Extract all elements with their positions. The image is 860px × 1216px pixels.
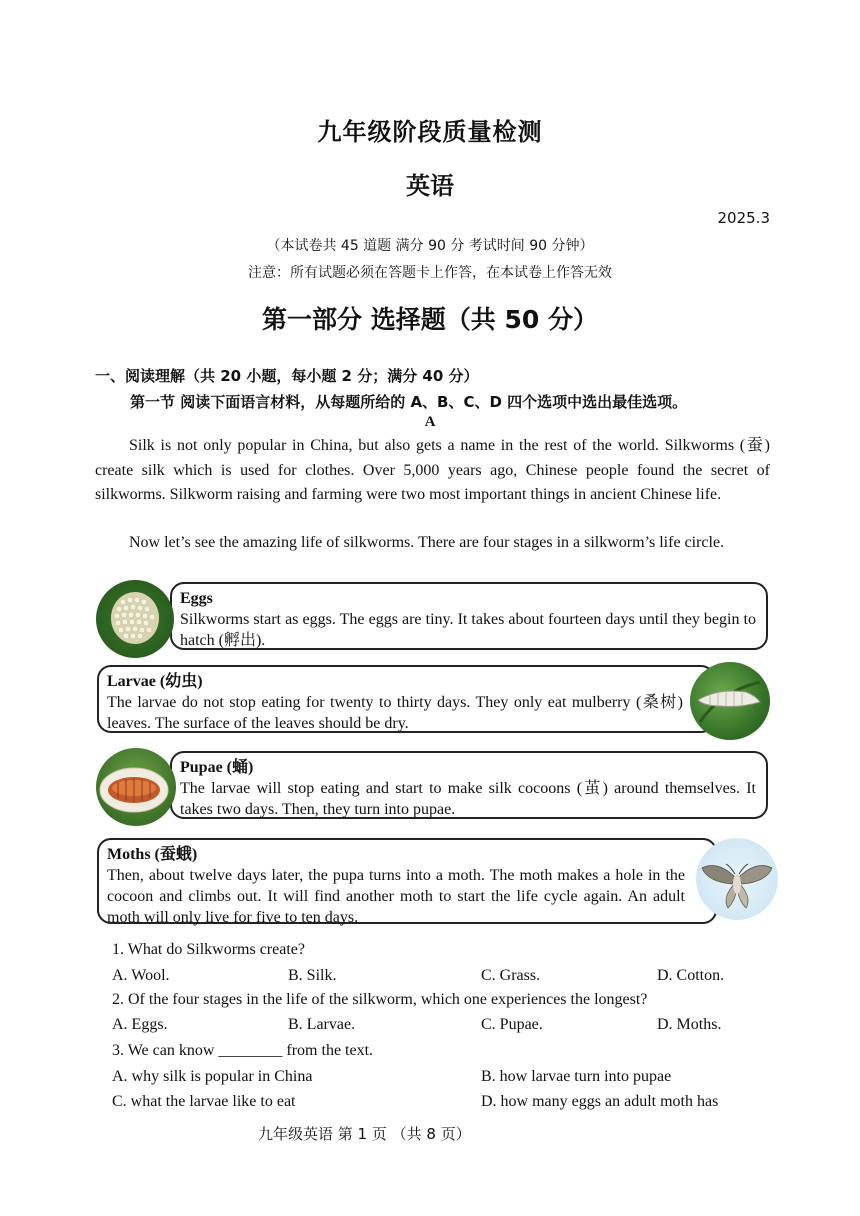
exam-title: 九年级阶段质量检测 — [317, 118, 543, 146]
passage-paragraph-1: Silk is not only popular in China, but also gets a name in the rest of the world. Silkworms (蚕) create silk which is used for clothes. Over 5,000 years ago, Chinese people found the secret of silkworms. Silkworm raising and farming were two most important things in ancient Chinese life. — [95, 437, 770, 503]
question-3: 3. We can know ________ from the text. — [112, 1042, 374, 1059]
stage-title: Pupae (蛹) — [180, 759, 254, 776]
exam-notice: 注意：所有试题必须在答题卡上作答，在本试卷上作答无效 — [248, 265, 612, 281]
q3-option-b[interactable]: B. how larvae turn into pupae — [481, 1068, 672, 1085]
exam-date: 2025.3 — [717, 209, 770, 227]
q3-option-d[interactable]: D. how many eggs an adult moth has — [481, 1093, 719, 1110]
q2-option-c[interactable]: C. Pupae. — [481, 1016, 543, 1033]
question-2: 2. Of the four stages in the life of the silkworm, which one experiences the longest? — [112, 991, 648, 1008]
stage-text: Silkworms start as eggs. The eggs are tiny. It takes about fourteen days until they begin to hatch (孵出). — [180, 611, 756, 649]
q2-option-a[interactable]: A. Eggs. — [112, 1016, 168, 1033]
eggs-photo — [96, 580, 174, 658]
stage-title: Eggs — [180, 590, 213, 607]
stage-title: Larvae (幼虫) — [107, 673, 203, 690]
q3-option-c[interactable]: C. what the larvae like to eat — [112, 1093, 296, 1110]
section-instruction: 第一节 阅读下面语言材料，从每题所给的 A、B、C、D 四个选项中选出最佳选项。 — [130, 393, 688, 411]
stage-box-larvae — [97, 665, 715, 733]
q1-option-d[interactable]: D. Cotton. — [657, 967, 725, 984]
stage-text: Then, about twelve days later, the pupa turns into a moth. The moth makes a hole in the cocoon and climbs out. It will find another moth to start the life cycle again. An adult moth will only live for five to ten days. — [107, 867, 685, 926]
stage-box-moths — [97, 838, 717, 924]
q1-option-b[interactable]: B. Silk. — [288, 967, 337, 984]
larvae-photo — [690, 662, 770, 740]
stage-text: The larvae do not stop eating for twenty to thirty days. They only eat mulberry (桑树) leaves. The surface of the leaves should be dry. — [107, 694, 683, 732]
part-heading: 第一部分 选择题（共 50 分） — [262, 305, 598, 334]
q2-option-d[interactable]: D. Moths. — [657, 1016, 722, 1033]
stage-text: The larvae will stop eating and start to make silk cocoons (茧) around themselves. It takes two days. Then, they turn into pupae. — [180, 780, 756, 818]
exam-info: （本试卷共 45 道题 满分 90 分 考试时间 90 分钟） — [266, 238, 594, 254]
stage-box-eggs — [170, 582, 768, 650]
page-footer: 九年级英语 第 1 页 （共 8 页） — [258, 1125, 471, 1143]
stage-title: Moths (蚕蛾) — [107, 846, 198, 863]
q2-option-b[interactable]: B. Larvae. — [288, 1016, 356, 1033]
passage-paragraph-2: Now let’s see the amazing life of silkworms. There are four stages in a silkworm’s life circle. — [129, 534, 725, 551]
q1-option-a[interactable]: A. Wool. — [112, 967, 170, 984]
stage-box-pupae — [170, 751, 768, 819]
moth-photo — [696, 838, 778, 920]
q3-option-a[interactable]: A. why silk is popular in China — [112, 1068, 313, 1085]
section-heading: 一、阅读理解（共 20 小题，每小题 2 分；满分 40 分） — [95, 367, 479, 385]
question-1: 1. What do Silkworms create? — [112, 941, 305, 958]
q1-option-c[interactable]: C. Grass. — [481, 967, 541, 984]
passage-label: A — [424, 414, 436, 430]
pupae-photo — [96, 748, 176, 826]
subject-title: 英语 — [406, 172, 454, 200]
